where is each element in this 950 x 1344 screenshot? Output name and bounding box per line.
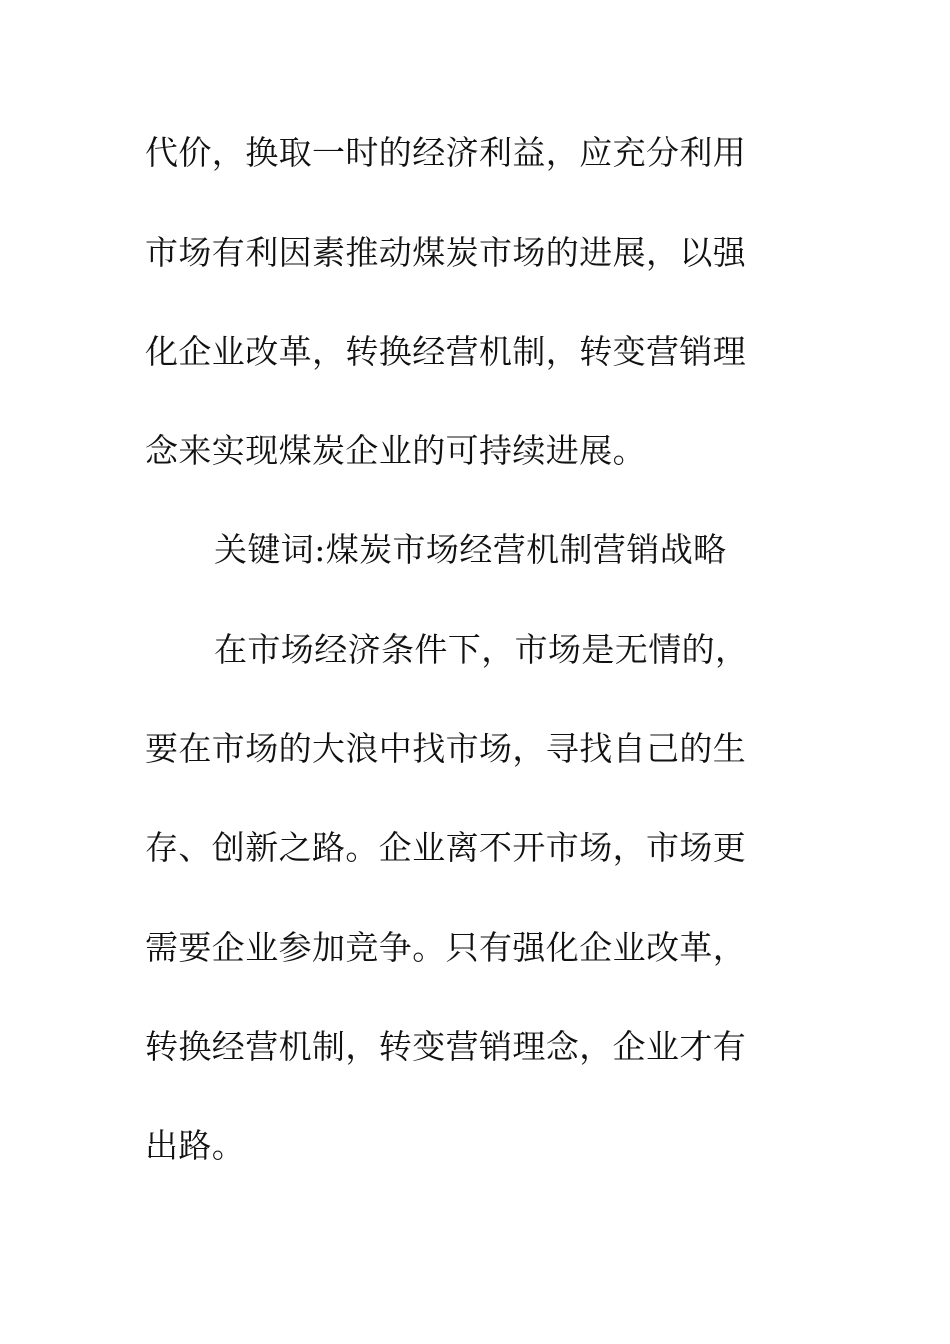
paragraph-line: 存、创新之路。企业离不开市场，市场更 xyxy=(145,828,747,867)
paragraph-line: 念来实现煤炭企业的可持续进展。 xyxy=(145,431,646,470)
paragraph-line: 出路。 xyxy=(145,1126,246,1165)
paragraph-line: 代价，换取一时的经济利益，应充分利用 xyxy=(145,133,747,172)
paragraph-line: 转换经营机制，转变营销理念，企业才有 xyxy=(145,1027,747,1066)
paragraph-line: 需要企业参加竞争。只有强化企业改革， xyxy=(145,928,747,967)
paragraph-line: 在市场经济条件下，市场是无情的， xyxy=(214,630,749,669)
paragraph-line: 市场有利因素推动煤炭市场的进展，以强 xyxy=(145,233,747,272)
paragraph-line: 化企业改革，转换经营机制，转变营销理 xyxy=(145,332,747,371)
keywords-line: 关键词:煤炭市场经营机制营销战略 xyxy=(214,530,727,569)
paragraph-line: 要在市场的大浪中找市场，寻找自己的生 xyxy=(145,729,747,768)
